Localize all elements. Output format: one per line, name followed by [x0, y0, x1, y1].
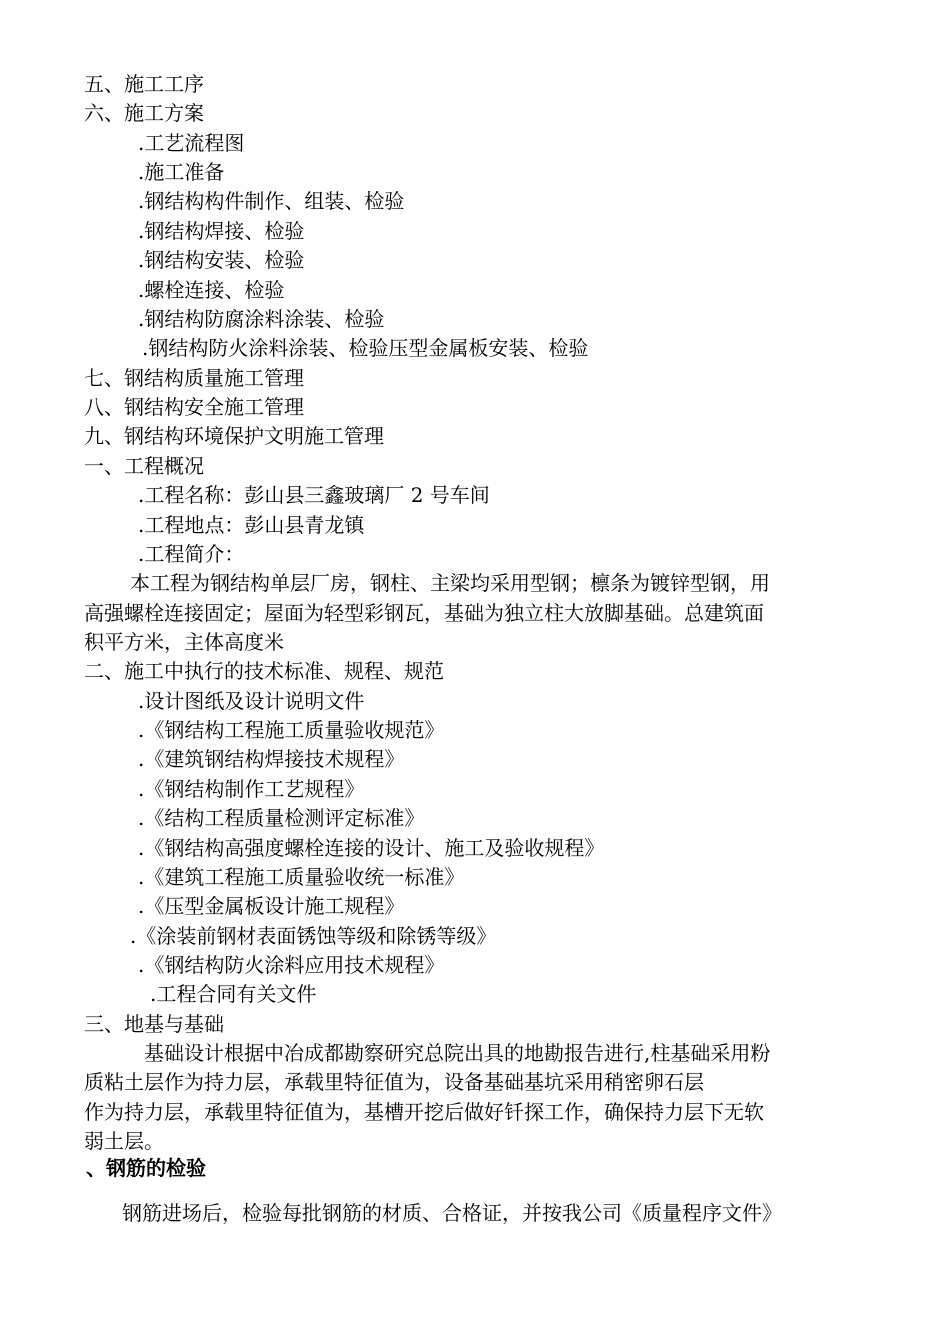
paragraph-line: 作为持力层，承载里特征值为，基槽开挖后做好钎探工作，确保持力层下无软: [84, 1100, 764, 1124]
list-item: .钢结构防腐涂料涂装、检验: [138, 307, 385, 331]
list-item: .《建筑钢结构焊接技术规程》: [138, 747, 405, 771]
heading-quality-management: 七、钢结构质量施工管理: [84, 366, 304, 390]
heading-rebar-inspection: 、钢筋的检验: [86, 1156, 206, 1180]
project-location: .工程地点：彭山县青龙镇: [138, 513, 365, 537]
list-item: .钢结构构件制作、组装、检验: [138, 189, 405, 213]
list-item: .《钢结构工程施工质量验收规范》: [138, 718, 445, 742]
list-item: .螺栓连接、检验: [138, 278, 285, 302]
heading-foundation: 三、地基与基础: [84, 1012, 224, 1036]
list-item: .《建筑工程施工质量验收统一标准》: [138, 865, 465, 889]
list-item: .施工准备: [138, 160, 225, 184]
paragraph-line: 弱土层。: [84, 1129, 164, 1153]
list-item: .《涂装前钢材表面锈蚀等级和除锈等级》: [130, 924, 497, 948]
list-item: .《结构工程质量检测评定标准》: [138, 806, 425, 830]
heading-project-overview: 一、工程概况: [84, 454, 204, 478]
list-item: .钢结构安装、检验: [138, 248, 305, 272]
paragraph-line: 本工程为钢结构单层厂房，钢柱、主梁均采用型钢；檩条为镀锌型钢，用: [130, 571, 770, 595]
heading-construction-sequence: 五、施工工序: [84, 72, 204, 96]
list-item: .《钢结构制作工艺规程》: [138, 777, 365, 801]
paragraph-line: 积平方米，主体高度米: [84, 630, 284, 654]
paragraph-line: 基础设计根据中冶成都勘察研究总院出具的地勘报告进行,柱基础采用粉: [144, 1041, 771, 1065]
project-intro-label: .工程简介：: [138, 542, 245, 566]
project-name: .工程名称：彭山县三鑫玻璃厂 2 号车间: [138, 483, 490, 507]
list-item: .钢结构防火涂料涂装、检验压型金属板安装、检验: [142, 336, 589, 360]
paragraph-line: 钢筋进场后，检验每批钢筋的材质、合格证，并按我公司《质量程序文件》: [122, 1201, 782, 1225]
heading-construction-plan: 六、施工方案: [84, 101, 204, 125]
list-item: .设计图纸及设计说明文件: [138, 689, 365, 713]
heading-standards: 二、施工中执行的技术标准、规程、规范: [84, 659, 444, 683]
list-item: .《钢结构防火涂料应用技术规程》: [138, 953, 445, 977]
paragraph-line: 质粘土层作为持力层，承载里特征值为，设备基础基坑采用稍密卵石层: [84, 1070, 704, 1094]
paragraph-line: 高强螺栓连接固定；屋面为轻型彩钢瓦，基础为独立柱大放脚基础。总建筑面: [84, 601, 764, 625]
list-item: .工艺流程图: [138, 131, 245, 155]
list-item: .《钢结构高强度螺栓连接的设计、施工及验收规程》: [138, 836, 605, 860]
heading-environment-management: 九、钢结构环境保护文明施工管理: [84, 424, 384, 448]
heading-safety-management: 八、钢结构安全施工管理: [84, 395, 304, 419]
list-item: .《压型金属板设计施工规程》: [138, 894, 405, 918]
list-item: .工程合同有关文件: [150, 982, 317, 1006]
list-item: .钢结构焊接、检验: [138, 219, 305, 243]
